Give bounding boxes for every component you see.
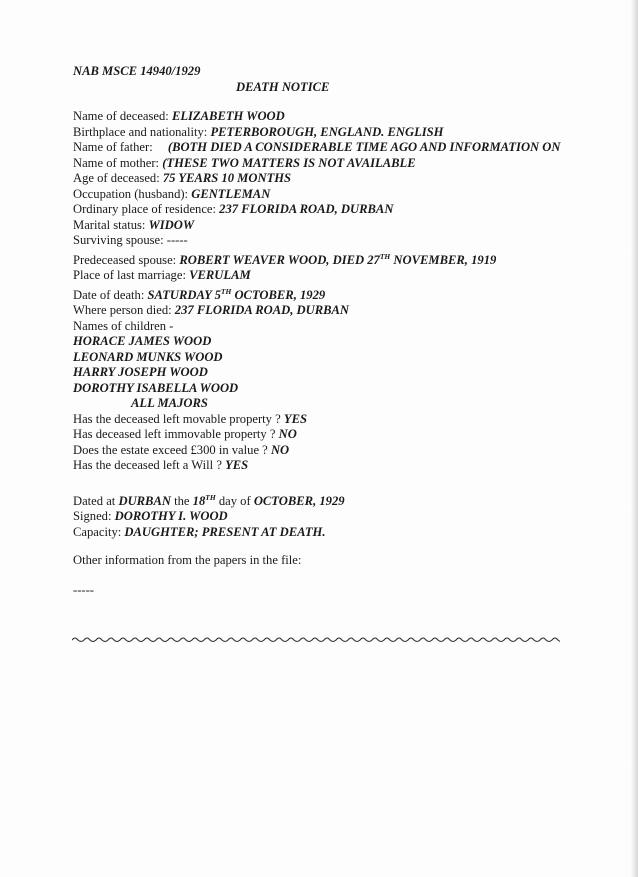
field-date-of-death: Date of death: SATURDAY 5TH OCTOBER, 1929 xyxy=(73,286,326,302)
spacer xyxy=(73,474,573,490)
page-edge-shadow xyxy=(630,0,638,877)
field-marital-status: Marital status: WIDOW xyxy=(73,217,195,232)
document-title: DEATH NOTICE xyxy=(236,79,330,94)
child-name: LEONARD MUNKS WOOD xyxy=(73,349,223,364)
question-will: Has the deceased left a Will ? YES xyxy=(73,458,249,472)
field-residence: Ordinary place of residence: 237 FLORIDA ROAD, DURBAN xyxy=(73,202,394,216)
capacity-line: Capacity: DAUGHTER; PRESENT AT DEATH. xyxy=(73,524,326,539)
field-place-of-death: Where person died: 237 FLORIDA ROAD, DURBAN xyxy=(73,303,350,317)
dated-line: Dated at DURBAN the 18TH day of OCTOBER, 1929 xyxy=(73,492,345,508)
field-children-label: Names of children - xyxy=(73,318,174,333)
signed-line: Signed: DOROTHY I. WOOD xyxy=(73,509,228,523)
child-name: HORACE JAMES WOOD xyxy=(73,334,212,348)
other-information-label: Other information from the papers in the file: xyxy=(73,553,302,567)
spacer xyxy=(73,569,573,583)
question-estate-value: Does the estate exceed £300 in value ? NO xyxy=(73,442,290,457)
death-notice-document xyxy=(73,64,573,598)
field-place-of-marriage: Place of last marriage: VERULAM xyxy=(73,268,251,282)
archive-reference: NAB MSCE 14940/1929 xyxy=(73,64,201,78)
field-birthplace: Birthplace and nationality: PETERBOROUGH, ENGLAND. ENGLISH xyxy=(73,124,444,139)
child-name: HARRY JOSEPH WOOD xyxy=(73,365,208,379)
field-name-of-father: Name of father: (BOTH DIED A CONSIDERABLE TIME AGO AND INFORMATION ON xyxy=(73,140,561,154)
question-movable-property: Has the deceased left movable property ? YES xyxy=(73,411,307,426)
spacer xyxy=(73,540,573,553)
field-surviving-spouse: Surviving spouse: ----- xyxy=(73,233,188,247)
question-immovable-property: Has deceased left immovable property ? NO xyxy=(73,427,297,441)
field-name-of-deceased: Name of deceased: ELIZABETH WOOD xyxy=(73,109,285,123)
field-occupation: Occupation (husband): GENTLEMAN xyxy=(73,186,271,201)
child-name: DOROTHY ISABELLA WOOD xyxy=(73,380,239,395)
children-note: ALL MAJORS xyxy=(131,396,208,410)
field-age: Age of deceased: 75 YEARS 10 MONTHS xyxy=(73,171,292,185)
field-predeceased-spouse: Predeceased spouse: ROBERT WEAVER WOOD, DIED 27TH NOVEMBER, 1919 xyxy=(73,251,497,267)
other-information-value: ----- xyxy=(73,582,94,597)
wavy-divider-line xyxy=(72,633,560,645)
field-name-of-mother: Name of mother: (THESE TWO MATTERS IS NOT AVAILABLE xyxy=(73,155,416,170)
